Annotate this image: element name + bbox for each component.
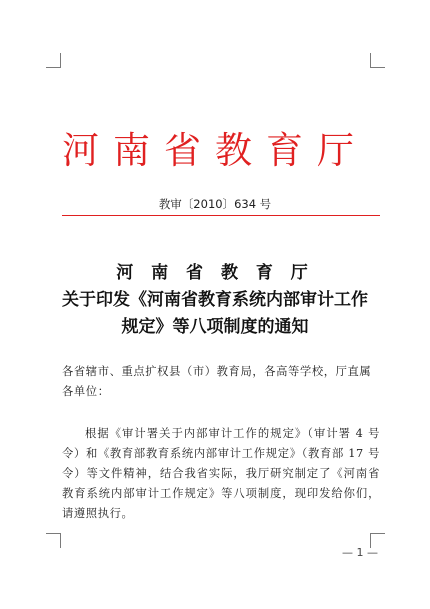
letterhead-divider (62, 215, 380, 216)
crop-mark-bottom-left (46, 533, 61, 548)
notice-heading-issuer: 河 南 省 教 育 厅 (116, 263, 314, 283)
addressee: 各省辖市、重点扩权县（市）教育局，各高等学校，厅直属各单位： (62, 365, 372, 398)
letterhead-title: 河南省教育厅 (62, 129, 368, 172)
crop-mark-top-left (46, 53, 61, 68)
document-number: 教审〔2010〕634 号 (158, 197, 272, 211)
page-number: — 1 — (342, 546, 378, 559)
notice-heading-line-3: 规定》等八项制度的通知 (121, 317, 309, 337)
body-paragraph: 根据《审计署关于内部审计工作的规定》（审计署 4 号令）和《教育部教育系统内部审计工作规定》（教育部 17 号令）等文件精神，结合我省实际，我厅研究制定了《河南省教育系统内部审计工作规定》等八项制度，现印发给你们，请遵照执行。 (62, 427, 380, 520)
crop-mark-top-right (370, 53, 385, 68)
notice-heading-line-2: 关于印发《河南省教育系统内部审计工作 (62, 290, 368, 310)
